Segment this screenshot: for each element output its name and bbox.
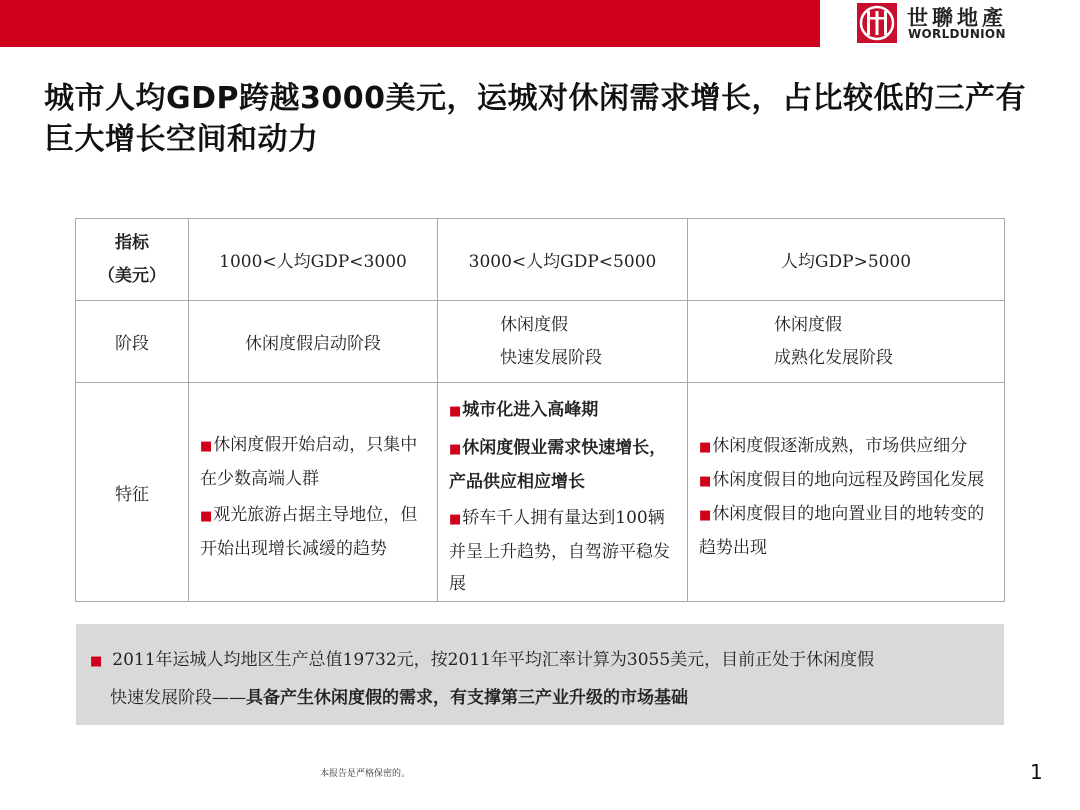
- stage-row: [76, 301, 1005, 383]
- bullet-square-icon: ■: [449, 512, 462, 527]
- table-header-row: [76, 219, 1005, 301]
- bullet-square-icon: ■: [90, 654, 103, 669]
- stage-col-3-line2: 成熟化发展阶段: [774, 347, 893, 368]
- feature-item: ■休闲度假目的地向远程及跨国化发展: [699, 470, 985, 490]
- feature-item: ■观光旅游占据主导地位，但开始出现增长减缓的趋势: [200, 505, 418, 559]
- top-red-bar: [0, 0, 820, 47]
- summary-line-2: 快速发展阶段——具备产生休闲度假的需求，有支撑第三产业升级的市场基础: [110, 688, 688, 708]
- brand-name-cn: 世聯地產: [907, 5, 1007, 30]
- bullet-square-icon: ■: [200, 439, 213, 454]
- bullet-square-icon: ■: [449, 404, 462, 419]
- slide-title: 城市人均GDP跨越3000美元，运城对休闲需求增长，占比较低的三产有巨大增长空间和动力: [44, 81, 1027, 157]
- features-row: [76, 383, 1005, 602]
- feature-item: ■休闲度假业需求快速增长，产品供应相应增长: [449, 438, 667, 492]
- worldunion-logo-icon: [856, 2, 898, 44]
- summary-line-1: ■ 2011年运城人均地区生产总值19732元，按2011年平均汇率计算为3055美元，目前正处于休闲度假: [90, 650, 875, 670]
- features-col-3: [688, 383, 1005, 602]
- bullet-square-icon: ■: [699, 440, 712, 455]
- features-col-1: [189, 383, 438, 602]
- feature-item: ■休闲度假开始启动，只集中在少数高端人群: [200, 435, 418, 489]
- feature-item: ■城市化进入高峰期: [449, 400, 599, 420]
- stage-col-3: [688, 301, 1005, 383]
- indicator-label: 指标: [115, 232, 149, 253]
- stage-col-2-line2: 快速发展阶段: [500, 347, 602, 368]
- features-col-2: [438, 383, 688, 602]
- stage-col-2-line1: 休闲度假: [500, 314, 568, 335]
- header-col-2: 3000<人均GDP<5000: [438, 219, 688, 301]
- page-number: 1: [1030, 760, 1043, 784]
- stage-col-2: [438, 301, 688, 383]
- stage-col-3-line1: 休闲度假: [774, 314, 842, 335]
- feature-item: ■休闲度假逐渐成熟，市场供应细分: [699, 436, 968, 456]
- header-col-3: 人均GDP>5000: [688, 219, 1005, 301]
- summary-box: [76, 624, 1004, 725]
- stage-col-1: 休闲度假启动阶段: [189, 301, 438, 383]
- feature-item: ■轿车千人拥有量达到100辆并呈上升趋势，自驾游平稳发展: [449, 508, 670, 594]
- feature-item: ■休闲度假目的地向置业目的地转变的趋势出现: [699, 504, 985, 558]
- header-col-1: 1000<人均GDP<3000: [189, 219, 438, 301]
- indicator-header-cell: [76, 219, 189, 301]
- brand-name-en: WORLDUNION: [908, 27, 1006, 41]
- stage-label: 阶段: [76, 301, 189, 383]
- confidential-notice: 本报告是严格保密的。: [320, 769, 411, 779]
- bullet-square-icon: ■: [699, 508, 712, 523]
- bullet-square-icon: ■: [699, 474, 712, 489]
- gdp-stage-table: [75, 218, 1005, 602]
- features-label: 特征: [76, 383, 189, 602]
- bullet-square-icon: ■: [200, 509, 213, 524]
- bullet-square-icon: ■: [449, 442, 462, 457]
- indicator-unit: （美元）: [98, 265, 166, 286]
